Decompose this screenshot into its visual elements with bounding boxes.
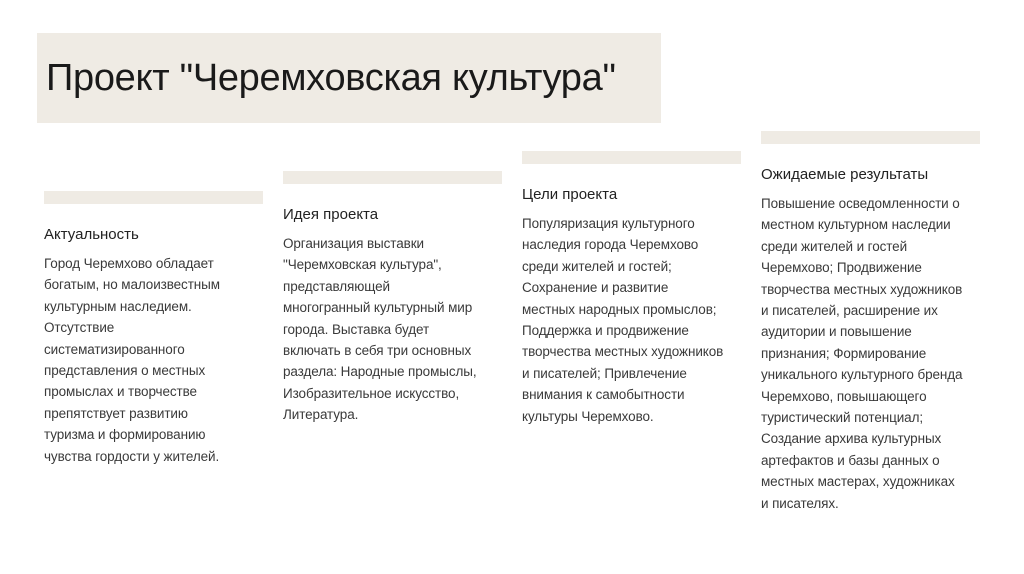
body-line: местном культурном наследии <box>761 217 951 233</box>
body-line: местных народных промыслов; <box>522 301 717 317</box>
body-line: наследия города Черемхово <box>522 237 699 253</box>
body-line: Отсутствие <box>44 320 115 336</box>
column-body <box>761 193 989 514</box>
column-2-accent-bar <box>283 171 502 184</box>
body-line: Популяризация культурного <box>522 216 695 231</box>
body-line: Сохранение и развитие <box>522 280 669 296</box>
body-line: города. Выставка будет <box>283 321 430 337</box>
column-heading: Ожидаемые результаты <box>761 166 929 183</box>
column-goals <box>522 185 750 427</box>
body-line: Город Черемхово обладает <box>44 256 214 271</box>
body-line: признания; Формирование <box>761 345 927 361</box>
column-results <box>761 165 989 514</box>
body-line: культурным наследием. <box>44 298 192 314</box>
column-heading: Актуальность <box>44 226 139 243</box>
body-line: уникального культурного бренда <box>761 367 963 383</box>
body-line: туризма и формированию <box>44 427 206 443</box>
body-line: творчества местных художников <box>761 281 963 297</box>
body-line: препятствует развитию <box>44 405 188 421</box>
body-line: чувства гордости у жителей. <box>44 448 220 464</box>
slide-title: Проект "Черемховская культура" <box>46 57 616 99</box>
body-line: среди жителей и гостей <box>761 238 908 254</box>
column-body <box>44 253 272 467</box>
body-line: культуры Черемхово. <box>522 408 654 424</box>
body-line: включать в себя три основных <box>283 343 472 359</box>
body-line: промыслах и творчестве <box>44 384 197 400</box>
body-line: Изобразительное искусство, <box>283 385 460 401</box>
body-line: внимания к самобытности <box>522 387 685 403</box>
body-line: Черемхово, повышающего <box>761 388 927 404</box>
column-3-accent-bar <box>522 151 741 164</box>
column-relevance <box>44 225 272 467</box>
column-heading: Идея проекта <box>283 206 379 223</box>
body-line: представляющей <box>283 278 390 294</box>
body-line: артефактов и базы данных о <box>761 452 940 468</box>
column-body <box>283 233 511 426</box>
column-body <box>522 213 750 427</box>
body-line: богатым, но малоизвестным <box>44 277 220 293</box>
body-line: творчества местных художников <box>522 344 724 360</box>
body-line: многогранный культурный мир <box>283 300 473 316</box>
body-line: раздела: Народные промыслы, <box>283 364 477 380</box>
column-idea <box>283 205 511 426</box>
column-1-accent-bar <box>44 191 263 204</box>
body-line: и писателей; Привлечение <box>522 365 687 381</box>
body-line: представления о местных <box>44 363 206 379</box>
column-heading: Цели проекта <box>522 186 618 203</box>
body-line: туристический потенциал; <box>761 410 924 426</box>
body-line: и писателях. <box>761 495 839 511</box>
body-line: Повышение осведомленности о <box>761 196 960 211</box>
column-4-accent-bar <box>761 131 980 144</box>
body-line: Литература. <box>283 407 359 423</box>
body-line: Создание архива культурных <box>761 431 942 447</box>
body-line: Организация выставки <box>283 236 424 251</box>
body-line: Черемхово; Продвижение <box>761 260 922 276</box>
body-line: "Черемховская культура", <box>283 257 442 273</box>
body-line: аудитории и повышение <box>761 324 912 340</box>
body-line: среди жителей и гостей; <box>522 258 672 274</box>
body-line: местных мастерах, художниках <box>761 474 955 490</box>
body-line: систематизированного <box>44 341 185 357</box>
body-line: и писателей, расширение их <box>761 303 938 319</box>
body-line: Поддержка и продвижение <box>522 323 689 339</box>
